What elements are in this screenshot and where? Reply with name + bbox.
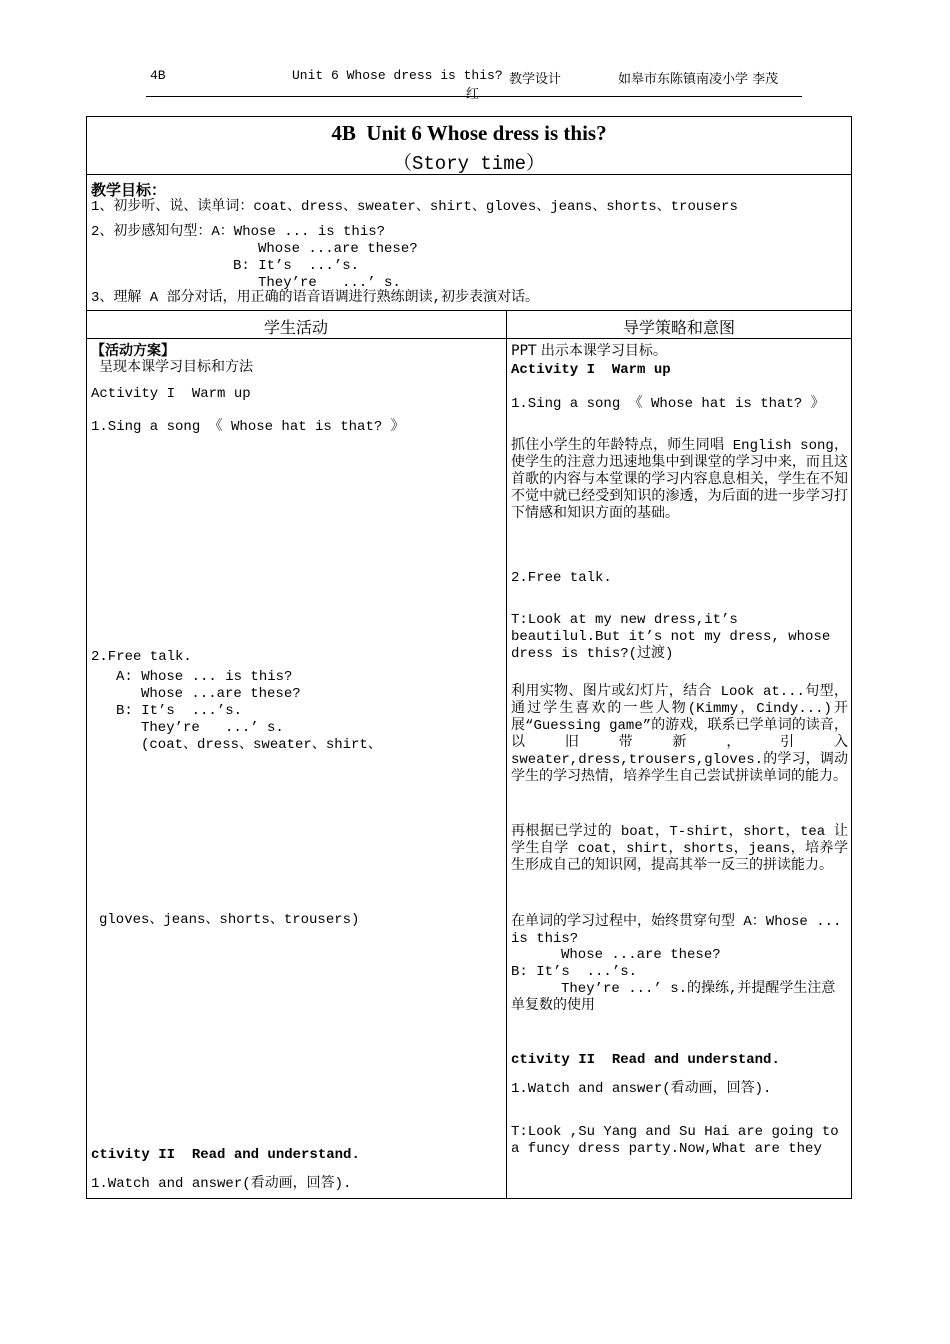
left-words-1: (coat、dress、sweater、shirt、 xyxy=(141,737,382,753)
column-divider xyxy=(506,310,507,1198)
right-drill-4: They’re ...’ s.的操练,并提醒学生注意单复数的使用 xyxy=(511,981,836,1014)
left-sing-song: 1.Sing a song 《 Whose hat is that? 》 xyxy=(91,419,405,435)
header-wrap: 红 xyxy=(466,87,480,102)
header-rule xyxy=(146,96,802,97)
right-ppt: PPT 出示本课学习目标。 xyxy=(511,343,667,359)
objective-2-pattern-3: B: It’s ...’s. xyxy=(233,258,360,274)
page-title: 4B Unit 6 Whose dress is this? xyxy=(331,121,607,145)
right-column-header: 导学策略和意图 xyxy=(622,318,735,337)
page-subtitle: （Story time） xyxy=(392,153,546,175)
right-guessing-game: 利用实物、图片或幻灯片，结合 Look at...句型，通过学生喜欢的一些人物(Kimmy，Cindy...)开展“Guessing game”的游戏，联系已学单词的读音，以旧带新，引入 sweater,dress,trousers,gloves.的学习，调动学生的学习热情，培养学生自己尝试拼读单词的能力。 xyxy=(511,684,848,785)
header-doc-type: 教学设计 xyxy=(509,72,562,87)
objective-2-pattern-2: Whose ...are these? xyxy=(258,241,418,257)
left-free-talk: 2.Free talk. xyxy=(91,649,192,665)
right-free-talk: 2.Free talk. xyxy=(511,570,612,586)
right-activity-1: Activity I Warm up xyxy=(511,362,671,378)
right-song-purpose: 抓住小学生的年龄特点，师生同唱 English song，使学生的注意力迅速地集中到课堂的学习中来，而且这首歌的内容与本堂课的学习内容息息相关，学生在不知不觉中就已经受到知识的渗透，为后面的进一步学习打下情感和知识方面的基础。 xyxy=(511,438,848,522)
objectives-divider xyxy=(86,310,852,311)
left-activity-2: ctivity II Read and understand. xyxy=(91,1147,360,1163)
right-drill-2: Whose ...are these? xyxy=(561,947,721,963)
right-drill-1: 在单词的学习过程中，始终贯穿句型 A：Whose ... is this? xyxy=(511,914,842,947)
left-pattern-b1: B: It’s ...’s. xyxy=(116,703,243,719)
objective-2: 2、初步感知句型：A：Whose ... is this? xyxy=(91,224,386,240)
left-words-2: gloves、jeans、shorts、trousers) xyxy=(99,912,360,928)
header-grade: 4B xyxy=(150,68,166,83)
right-drill-3: B: It’s ...’s. xyxy=(511,964,638,980)
right-party-prompt: T:Look ,Su Yang and Su Hai are going to a funcy dress party.Now,What are they xyxy=(511,1124,839,1157)
left-pattern-a2: Whose ...are these? xyxy=(141,686,301,702)
left-pattern-a1: A: Whose ... is this? xyxy=(116,669,293,685)
right-activity-2: ctivity II Read and understand. xyxy=(511,1052,780,1068)
objective-3: 3、理解 A 部分对话，用正确的语音语调进行熟练朗读,初步表演对话。 xyxy=(91,290,540,306)
objective-1: 1、初步听、说、读单词：coat、dress、sweater、shirt、gloves、jeans、shorts、trousers xyxy=(91,199,738,215)
objective-2-pattern-4: They’re ...’ s. xyxy=(258,275,401,291)
activity-plan-heading: 【活动方案】 xyxy=(91,343,175,359)
left-pattern-b2: They’re ...’ s. xyxy=(141,720,284,736)
right-sing-song: 1.Sing a song 《 Whose hat is that? 》 xyxy=(511,396,825,412)
left-column-header: 学生活动 xyxy=(263,318,328,337)
header-unit-title: Unit 6 Whose dress is this? xyxy=(292,68,503,83)
header-school-teacher: 如皋市东陈镇南凌小学 李茂 xyxy=(618,72,779,87)
objectives-heading: 教学目标： xyxy=(91,181,167,199)
right-teacher-line: T:Look at my new dress,it’s beautilul.But it’s not my dress, whose dress is this?(过渡) xyxy=(511,612,831,662)
right-self-study: 再根据已学过的 boat，T-shirt，short，tea 让学生自学 coat，shirt，shorts，jeans，培养学生形成自己的知识网，提高其举一反三的拼读能力。 xyxy=(511,824,848,874)
left-watch-answer: 1.Watch and answer(看动画，回答). xyxy=(91,1176,352,1192)
left-activity-1: Activity I Warm up xyxy=(91,386,251,402)
present-goals: 呈现本课学习目标和方法 xyxy=(99,359,253,375)
column-header-divider xyxy=(86,338,852,339)
right-watch-answer: 1.Watch and answer(看动画，回答). xyxy=(511,1081,772,1097)
